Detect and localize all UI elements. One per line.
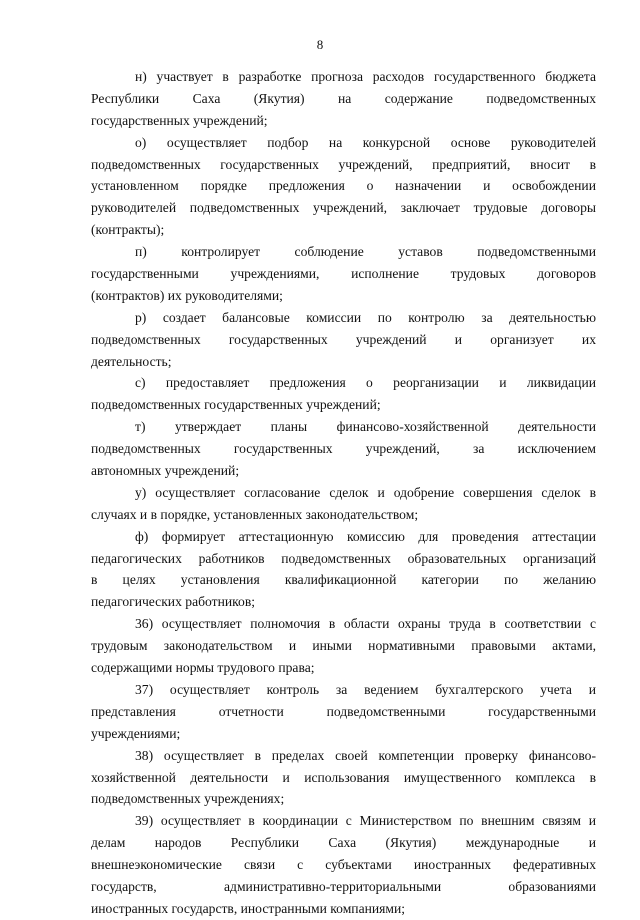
text-line: п) контролирует соблюдение уставов подведомственными (135, 244, 596, 260)
text-line: внешнеэкономические связи с субъектами иностранных федеративных (91, 857, 596, 873)
document-body (91, 66, 596, 920)
text-line: случаях и в порядке, установленных законодательством; (91, 506, 419, 522)
page-number: 8 (316, 37, 324, 52)
text-line: представления отчетности подведомственными государственными (91, 703, 596, 719)
text-line: государственными учреждениями, исполнение трудовых договоров (91, 266, 596, 282)
text-line: государств, административно-территориальными образованиями (91, 878, 596, 894)
text-line: подведомственных государственных учреждений, предприятий, вносит в (91, 156, 596, 172)
text-line: делам народов Республики Саха (Якутия) международные и (91, 835, 596, 851)
text-line: т) утверждает планы финансово-хозяйственной деятельности (135, 419, 596, 435)
text-line: (контрактов) их руководителями; (91, 287, 283, 303)
paragraph-u (91, 482, 596, 526)
text-line: у) осуществляет согласование сделок и одобрение совершения сделок в (135, 484, 596, 500)
text-line: Республики Саха (Якутия) на содержание подведомственных (91, 90, 596, 106)
text-line: 39) осуществляет в координации с Министерством по внешним связям и (135, 813, 596, 829)
text-line: в целях установления квалификационной категории по желанию (91, 572, 596, 588)
text-line: деятельность; (91, 353, 172, 369)
text-line: р) создает балансовые комиссии по контролю за деятельностью (135, 309, 596, 325)
text-line: руководителей подведомственных учреждений, заключает трудовые договоры (91, 200, 596, 216)
text-line: подведомственных учреждениях; (91, 791, 285, 807)
text-line: н) участвует в разработке прогноза расходов государственного бюджета (135, 69, 596, 84)
text-line: учреждениями; (91, 725, 181, 741)
paragraph-38 (91, 745, 596, 811)
paragraph-t (91, 416, 596, 482)
text-line: 36) осуществляет полномочия в области охраны труда в соответствии с (135, 616, 596, 632)
paragraph-37 (91, 679, 596, 745)
text-line: педагогических работников; (91, 594, 256, 610)
paragraph-r (91, 307, 596, 373)
text-line: о) осуществляет подбор на конкурсной основе руководителей (135, 134, 596, 150)
text-line: иностранных государств, иностранными компаниями; (91, 900, 406, 916)
paragraph-f (91, 526, 596, 614)
text-line: (контракты); (91, 222, 165, 238)
paragraph-o (91, 132, 596, 241)
text-line: подведомственных государственных учреждений; (91, 397, 381, 413)
paragraph-39 (91, 810, 596, 919)
text-line: 37) осуществляет контроль за ведением бухгалтерского учета и (135, 681, 596, 697)
paragraph-s (91, 372, 596, 416)
text-line: автономных учреждений; (91, 463, 240, 479)
text-line: подведомственных государственных учреждений и организует их (91, 331, 596, 347)
text-line: с) предоставляет предложения о реорганизации и ликвидации (135, 375, 596, 391)
text-line: ф) формирует аттестационную комиссию для проведения аттестации (135, 528, 596, 544)
text-line: трудовым законодательством и иными нормативными правовыми актами, (91, 638, 596, 654)
paragraph-36 (91, 613, 596, 679)
text-line: педагогических работников подведомственных образовательных организаций (91, 550, 596, 566)
paragraph-n (91, 66, 596, 132)
text-line: подведомственных государственных учреждений, за исключением (91, 441, 596, 457)
text-line: 38) осуществляет в пределах своей компетенции проверку финансово- (135, 747, 596, 763)
paragraph-p (91, 241, 596, 307)
text-line: государственных учреждений; (91, 112, 268, 128)
text-line: содержащими нормы трудового права; (91, 660, 315, 676)
text-line: хозяйственной деятельности и использования имущественного комплекса в (91, 769, 596, 785)
text-line: установленном порядке предложения о назначении и освобождении (91, 178, 596, 194)
